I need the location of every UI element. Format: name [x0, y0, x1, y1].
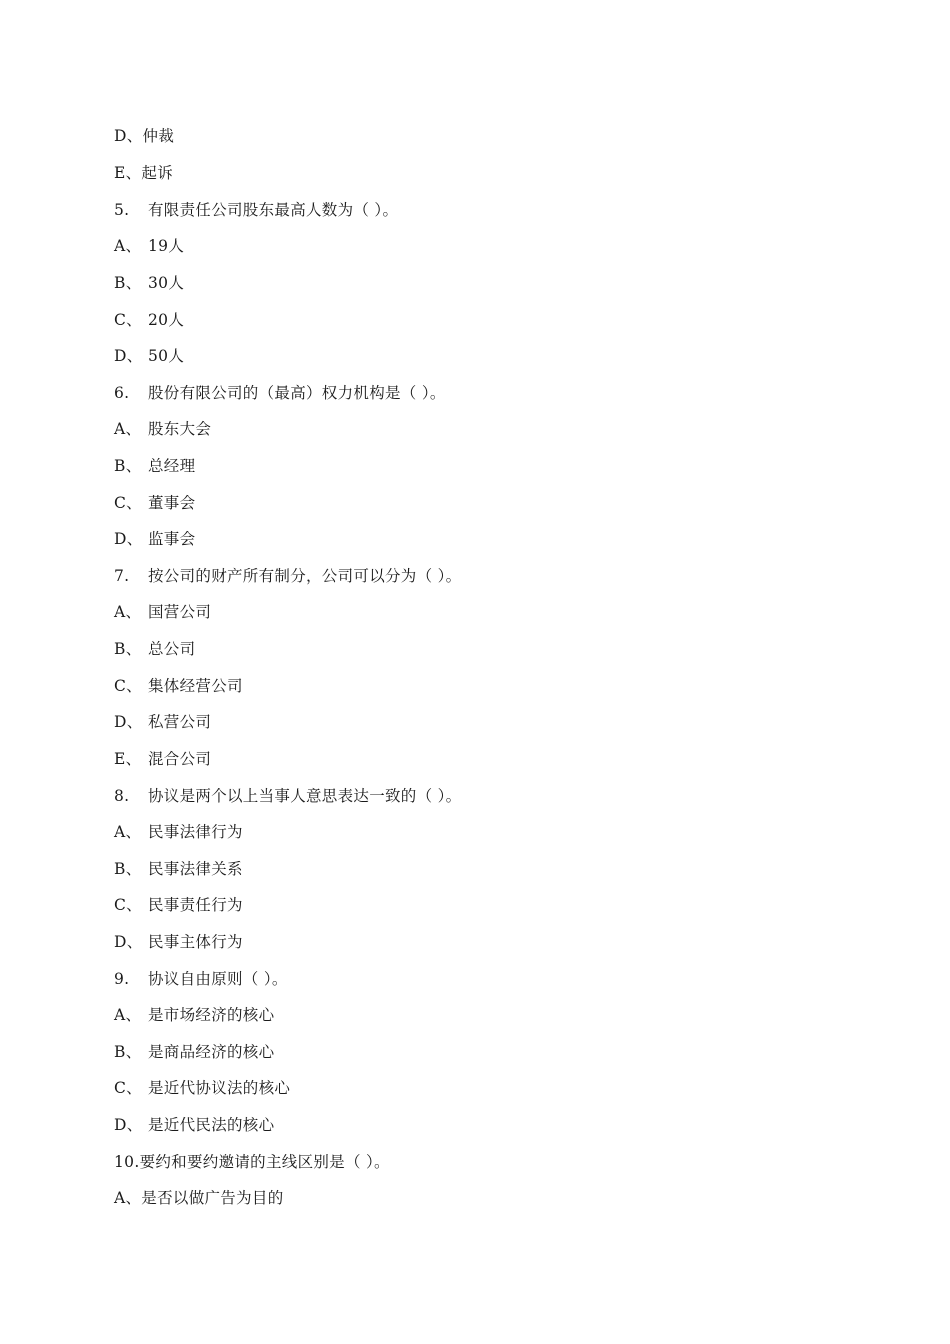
option-line	[114, 820, 243, 844]
question-line	[114, 564, 461, 588]
question-number: 6.	[114, 384, 130, 402]
option-text: 混合公司	[148, 750, 212, 768]
option-label: C、	[114, 677, 142, 695]
option-text: 总经理	[148, 457, 196, 475]
option-line	[114, 124, 174, 148]
option-line	[114, 710, 211, 734]
option-label: D、	[114, 713, 143, 731]
option-label: A、	[114, 420, 142, 438]
option-label: D、	[114, 1116, 143, 1134]
option-text: 19人	[148, 237, 185, 255]
option-line	[114, 344, 184, 368]
option-text: 集体经营公司	[148, 677, 243, 695]
option-text: 私营公司	[148, 713, 212, 731]
option-line	[114, 1076, 290, 1100]
option-label: D、	[114, 933, 143, 951]
option-line	[114, 600, 211, 624]
option-text: 民事法律关系	[148, 860, 243, 878]
option-line	[114, 1003, 274, 1027]
question-text: 协议是两个以上当事人意思表达一致的（ ）。	[148, 787, 462, 805]
option-text: 30人	[148, 274, 185, 292]
option-line	[114, 857, 243, 881]
option-line	[114, 417, 211, 441]
question-text: 要约和要约邀请的主线区别是（ ）。	[139, 1153, 390, 1171]
option-label: C、	[114, 896, 142, 914]
option-label: A、	[114, 603, 142, 621]
option-label: E、	[114, 750, 142, 768]
option-text: 国营公司	[148, 603, 212, 621]
option-text: 民事法律行为	[148, 823, 243, 841]
option-label: A、	[114, 1189, 142, 1207]
option-line	[114, 234, 184, 258]
option-text: 是近代协议法的核心	[148, 1079, 291, 1097]
question-text: 协议自由原则（ ）。	[148, 970, 288, 988]
option-line	[114, 930, 243, 954]
option-text: 起诉	[141, 164, 174, 182]
option-label: B、	[114, 457, 142, 475]
option-line	[114, 308, 184, 332]
option-text: 是否以做广告为目的	[141, 1189, 284, 1207]
option-text: 是市场经济的核心	[148, 1006, 275, 1024]
option-label: C、	[114, 311, 142, 329]
option-text: 20人	[148, 311, 185, 329]
option-line	[114, 674, 243, 698]
option-line	[114, 161, 173, 185]
option-label: A、	[114, 237, 142, 255]
option-label: C、	[114, 1079, 142, 1097]
option-text: 股东大会	[148, 420, 212, 438]
option-label: B、	[114, 1043, 142, 1061]
option-label: C、	[114, 494, 142, 512]
question-line	[114, 381, 446, 405]
option-line	[114, 893, 243, 917]
option-line	[114, 1186, 284, 1210]
option-line	[114, 454, 195, 478]
option-text: 董事会	[148, 494, 196, 512]
question-number: 8.	[114, 787, 130, 805]
option-line	[114, 1040, 274, 1064]
question-line	[114, 967, 288, 991]
option-line	[114, 637, 195, 661]
option-text: 监事会	[148, 530, 196, 548]
option-label: B、	[114, 640, 142, 658]
option-text: 民事主体行为	[148, 933, 243, 951]
question-line	[114, 784, 461, 808]
question-number: 7.	[114, 567, 130, 585]
option-label: A、	[114, 823, 142, 841]
option-text: 民事责任行为	[148, 896, 243, 914]
question-text: 有限责任公司股东最高人数为（ ）。	[148, 201, 399, 219]
question-line	[114, 1150, 390, 1174]
question-number: 10.	[114, 1153, 140, 1171]
option-label: B、	[114, 274, 142, 292]
question-text: 按公司的财产所有制分，公司可以分为（ ）。	[148, 567, 462, 585]
option-line	[114, 747, 211, 771]
option-text: 是商品经济的核心	[148, 1043, 275, 1061]
option-text: 仲裁	[142, 127, 175, 145]
option-label: E、	[114, 164, 142, 182]
option-label: B、	[114, 860, 142, 878]
option-text: 是近代民法的核心	[148, 1116, 275, 1134]
option-line	[114, 271, 184, 295]
option-text: 50人	[148, 347, 185, 365]
option-line	[114, 1113, 274, 1137]
option-line	[114, 527, 195, 551]
question-text: 股份有限公司的（最高）权力机构是（ ）。	[148, 384, 446, 402]
option-label: D、	[114, 127, 143, 145]
question-line	[114, 198, 398, 222]
option-text: 总公司	[148, 640, 196, 658]
option-line	[114, 491, 195, 515]
option-label: D、	[114, 347, 143, 365]
question-number: 9.	[114, 970, 130, 988]
question-number: 5.	[114, 201, 130, 219]
option-label: A、	[114, 1006, 142, 1024]
option-label: D、	[114, 530, 143, 548]
